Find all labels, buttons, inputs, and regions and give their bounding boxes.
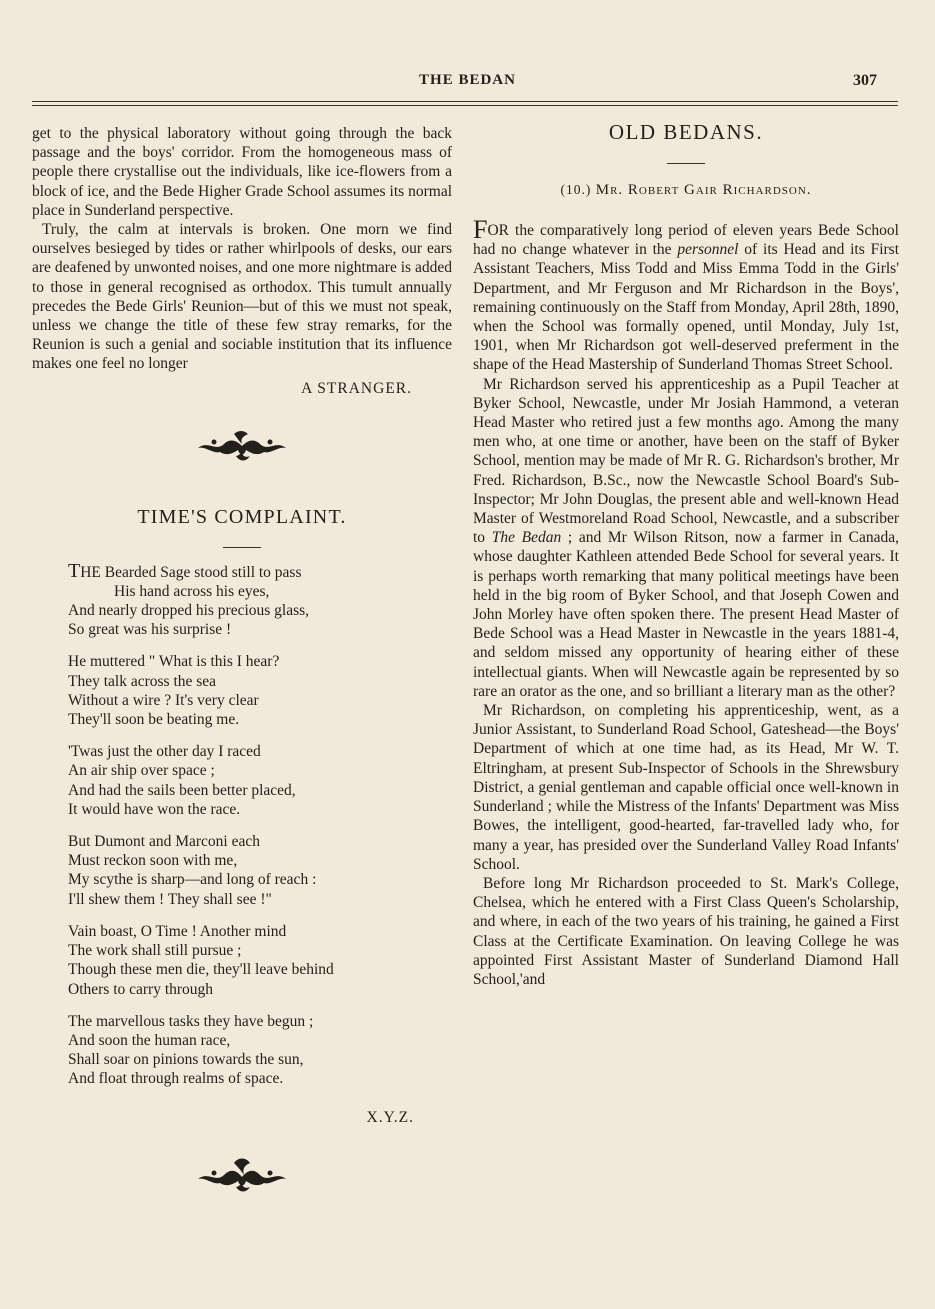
poem-stanza	[68, 1012, 452, 1089]
essay-paragraph-2: Truly, the calm at intervals is broken. One morn we find ourselves besieged by tides or rather whirlpools of desks, our ears are deafened by unwonted noises, and one more nightmare is added to those in general recognised as orthodox. This tumult annually precedes the Bede Girls' Reunion—but of this we must not speak, unless we change the title of these few stray remarks, for the Reunion is such a genial and sociable institution that its influence makes one feel no longer	[32, 221, 452, 373]
poem-stanza	[68, 832, 452, 909]
article-paragraph-3: Mr Richardson, on completing his apprenticeship, went, as a Junior Assistant, to Sunderland Road School, Gateshead—the Boys' Department of which at one time had, as its Head, Mr W. T. Eltringham, at present Sub-Inspector of Schools in the Shrewsbury District, a genial gentleman and capable official once well-known in Sunderland ; while the Mistress of the Infants' Department was Miss Bowes, the intelligent, good-hearted, far-travelled lady who, for many a year, has presided over the Sunderland Valley Road Infants' School.	[473, 702, 899, 873]
poem-line: Others to carry through	[68, 980, 214, 998]
poem-line: He muttered " What is this I hear?	[68, 653, 280, 671]
poem-line: An air ship over space ;	[68, 762, 215, 780]
left-column	[32, 124, 452, 1197]
header-rule-top	[32, 101, 898, 102]
poem-line: Vain boast, O Time ! Another mind	[68, 922, 287, 940]
article-paragraph-1	[473, 215, 899, 375]
essay-paragraph-1: get to the physical laboratory without going through the back passage and the boys' corridor. From the homogeneous mass of people there crystallise out the individuals, like ice-flowers from a block of ice, and the Bede Higher Grade School assumes its normal place in Sunderland perspective.	[32, 125, 452, 219]
running-title: THE BEDAN	[419, 72, 516, 88]
article-title-rule	[667, 163, 705, 164]
poem-line: It would have won the race.	[68, 800, 241, 818]
poem-title: TIME'S COMPLAINT.	[137, 505, 347, 528]
poem-line: The marvellous tasks they have begun ;	[68, 1012, 314, 1030]
header-rule-bottom	[32, 105, 898, 106]
article-title: OLD BEDANS.	[608, 120, 764, 144]
poem-line: So great was his surprise !	[68, 621, 232, 639]
poem-signature: X.Y.Z.	[366, 1108, 414, 1126]
poem-line: And float through realms of space.	[68, 1070, 284, 1088]
text-run: OR the comparatively long period of eleven years Bede School had no change whatever in the	[473, 222, 899, 259]
page-number: 307	[853, 72, 877, 89]
poem-line: My scythe is sharp—and long of reach :	[68, 871, 317, 889]
poem-stanza	[68, 559, 452, 640]
floral-tailpiece-icon	[192, 1153, 292, 1197]
poem-line: The work shall still pursue ;	[68, 942, 242, 960]
article-paragraph-4: Before long Mr Richardson proceeded to St. Mark's College, Chelsea, which he entered with a First Class Queen's Scholarship, and where, in each of the two years of his training, he gained a First Class at the Certificate Examination. On leaving College he was appointed First Assistant Master of Sunderland Diamond Hall School,'and	[473, 874, 899, 988]
floral-ornament-icon	[194, 426, 290, 466]
poem-title-rule	[223, 547, 261, 548]
poem-line: And had the sails been better placed,	[68, 781, 296, 799]
right-column	[473, 112, 899, 989]
poem-line: But Dumont and Marconi each	[68, 833, 260, 851]
poem-line: Though these men die, they'll leave behind	[68, 961, 334, 979]
poem-stanza	[68, 922, 452, 999]
article-subhead	[473, 182, 899, 199]
subhead-name: Mr. Robert Gair Richardson.	[595, 182, 812, 198]
text-run: Mr Richardson served his apprenticeship as a Pupil Teacher at Byker School, Newcastle, under Mr Josiah Hammond, a veteran Head Master who retired just a few months ago. Among the many men who, at one time or another, have been on the staff of Byker School, mention may be made of Mr R. G. Richardson's brother, Mr Fred. Richardson, B.Sc., now the Newcastle School Board's Sub-Inspector; Mr John Douglas, the present able and well-known Head Master of Westmoreland Road School, Newcastle, and a subscriber to	[473, 375, 899, 547]
drop-cap: F	[473, 215, 488, 244]
poem-line: They talk across the sea	[68, 672, 217, 690]
poem-line: I'll shew them ! They shall see !"	[68, 890, 272, 908]
subhead-number: (10.)	[560, 182, 592, 197]
poem-line: And nearly dropped his precious glass,	[68, 602, 310, 620]
poem-line: 'Twas just the other day I raced	[68, 743, 261, 761]
article-paragraph-2	[473, 375, 899, 701]
poem-line: Without a wire ? It's very clear	[68, 691, 259, 709]
poem-stanza	[68, 652, 452, 729]
poem-line: Shall soar on pinions towards the sun,	[68, 1051, 304, 1069]
poem-line-text: HE Bearded Sage stood still to pass	[80, 563, 302, 581]
running-head	[0, 70, 935, 94]
italic-text: The Bedan	[491, 529, 562, 547]
text-run: ; and Mr Wilson Ritson, now a farmer in Canada, whose daughter Kathleen attended Bede School for several years. It is perhaps worth remarking that many political meetings have been held in the big room of Byker School, and that Joseph Cowen and John Morley have often spoken there. The present Head Master of Bede School was a Head Master in Newcastle in the years 1881-4, and seldom missed any opportunity of hearing either of these intellectual giants. When will Newcastle again be represented by so rare an orator as the one, and so brilliant a literary man as the other?	[473, 529, 899, 700]
drop-cap: T	[68, 559, 81, 582]
essay-signature: A STRANGER.	[301, 379, 412, 397]
italic-text: personnel	[677, 241, 739, 259]
poem-stanza	[68, 742, 452, 819]
poem-line: Must reckon soon with me,	[68, 852, 238, 870]
text-run: of its Head and its First Assistant Teachers, Miss Todd and Miss Emma Todd in the Girls' Department, and Mr Ferguson and Mr Richardson in the Boys', remaining continuously on the Staff from Monday, April 28th, 1890, when the School was formally opened, until Monday, July 1st, 1901, when Mr Richardson got well-deserved preferment in the shape of the Head Mastership of Sunderland Thomas Street School.	[473, 241, 899, 374]
poem-line: And soon the human race,	[68, 1031, 231, 1049]
poem-line: His hand across his eyes,	[114, 582, 270, 600]
poem-line	[68, 559, 452, 582]
poem-line: They'll soon be beating me.	[68, 711, 240, 729]
